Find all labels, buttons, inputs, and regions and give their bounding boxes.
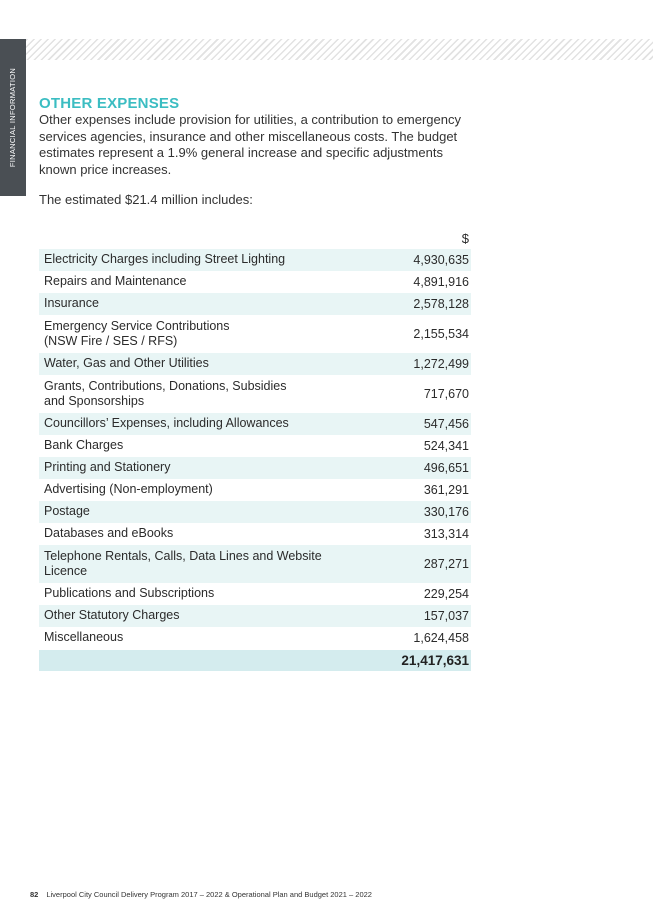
row-value: 547,456 xyxy=(423,417,469,431)
row-value: 496,651 xyxy=(423,461,469,475)
row-item: Advertising (Non-employment) xyxy=(44,482,213,497)
row-item: Other Statutory Charges xyxy=(44,608,180,623)
row-item: Electricity Charges including Street Lighting xyxy=(44,252,286,267)
row-item: Emergency Service Contributions (NSW Fire / SES / RFS) xyxy=(44,318,230,348)
row-item: Water, Gas and Other Utilities xyxy=(44,356,209,371)
total-row xyxy=(39,650,471,671)
row-item: Insurance xyxy=(44,296,99,311)
table-row xyxy=(39,375,471,413)
lead-sentence: The estimated $21.4 million includes: xyxy=(39,192,253,207)
row-item: Publications and Subscriptions xyxy=(44,586,215,601)
row-item: Bank Charges xyxy=(44,438,124,453)
table-header xyxy=(39,227,471,249)
table-row xyxy=(39,353,471,375)
intro-paragraph: Other expenses include provision for utilities, a contribution to emergency services agencies, insurance and other miscellaneous costs. The budget estimates represent a 1.9% general increase and specific adjustments known price increases. xyxy=(39,112,461,177)
table-row xyxy=(39,457,471,479)
row-value: 313,314 xyxy=(423,527,469,541)
header-pattern xyxy=(26,39,653,60)
row-value: 2,155,534 xyxy=(413,327,469,341)
row-item: Grants, Contributions, Donations, Subsidies and Sponsorships xyxy=(44,378,287,408)
table-row xyxy=(39,605,471,627)
table-row xyxy=(39,315,471,353)
table-row xyxy=(39,413,471,435)
section-title: OTHER EXPENSES xyxy=(39,95,180,112)
row-item: Postage xyxy=(44,504,90,519)
currency-header: $ xyxy=(461,230,469,246)
row-item: Repairs and Maintenance xyxy=(44,274,187,289)
total-value: 21,417,631 xyxy=(401,653,469,668)
row-value: 4,891,916 xyxy=(413,275,469,289)
row-value: 717,670 xyxy=(423,387,469,401)
table-row xyxy=(39,271,471,293)
side-tab-label: FINANCIAL INFORMATION xyxy=(8,67,18,168)
table-row xyxy=(39,479,471,501)
row-value: 287,271 xyxy=(423,557,469,571)
row-item: Telephone Rentals, Calls, Data Lines and Website Licence xyxy=(44,548,322,578)
expenses-table xyxy=(39,227,471,671)
row-item: Miscellaneous xyxy=(44,630,124,645)
row-value: 4,930,635 xyxy=(413,253,469,267)
table-row xyxy=(39,627,471,649)
table-row xyxy=(39,293,471,315)
table-row xyxy=(39,545,471,583)
table-row xyxy=(39,249,471,271)
row-value: 1,272,499 xyxy=(413,357,469,371)
side-tab-label-wrap xyxy=(0,39,26,196)
page-footer xyxy=(30,890,372,899)
row-value: 361,291 xyxy=(423,483,469,497)
row-value: 157,037 xyxy=(423,609,469,623)
table-row xyxy=(39,501,471,523)
row-value: 524,341 xyxy=(423,439,469,453)
row-item: Councillors’ Expenses, including Allowances xyxy=(44,416,289,431)
table-body xyxy=(39,249,471,649)
row-value: 2,578,128 xyxy=(413,297,469,311)
footer-text: Liverpool City Council Delivery Program 2017 – 2022 & Operational Plan and Budget 2021 – 2022 xyxy=(46,890,372,899)
table-row xyxy=(39,583,471,605)
table-row xyxy=(39,435,471,457)
row-item: Printing and Stationery xyxy=(44,460,171,475)
row-value: 1,624,458 xyxy=(413,631,469,645)
row-value: 229,254 xyxy=(423,587,469,601)
row-value: 330,176 xyxy=(423,505,469,519)
row-item: Databases and eBooks xyxy=(44,526,174,541)
page-number: 82 xyxy=(30,890,39,899)
table-row xyxy=(39,523,471,545)
